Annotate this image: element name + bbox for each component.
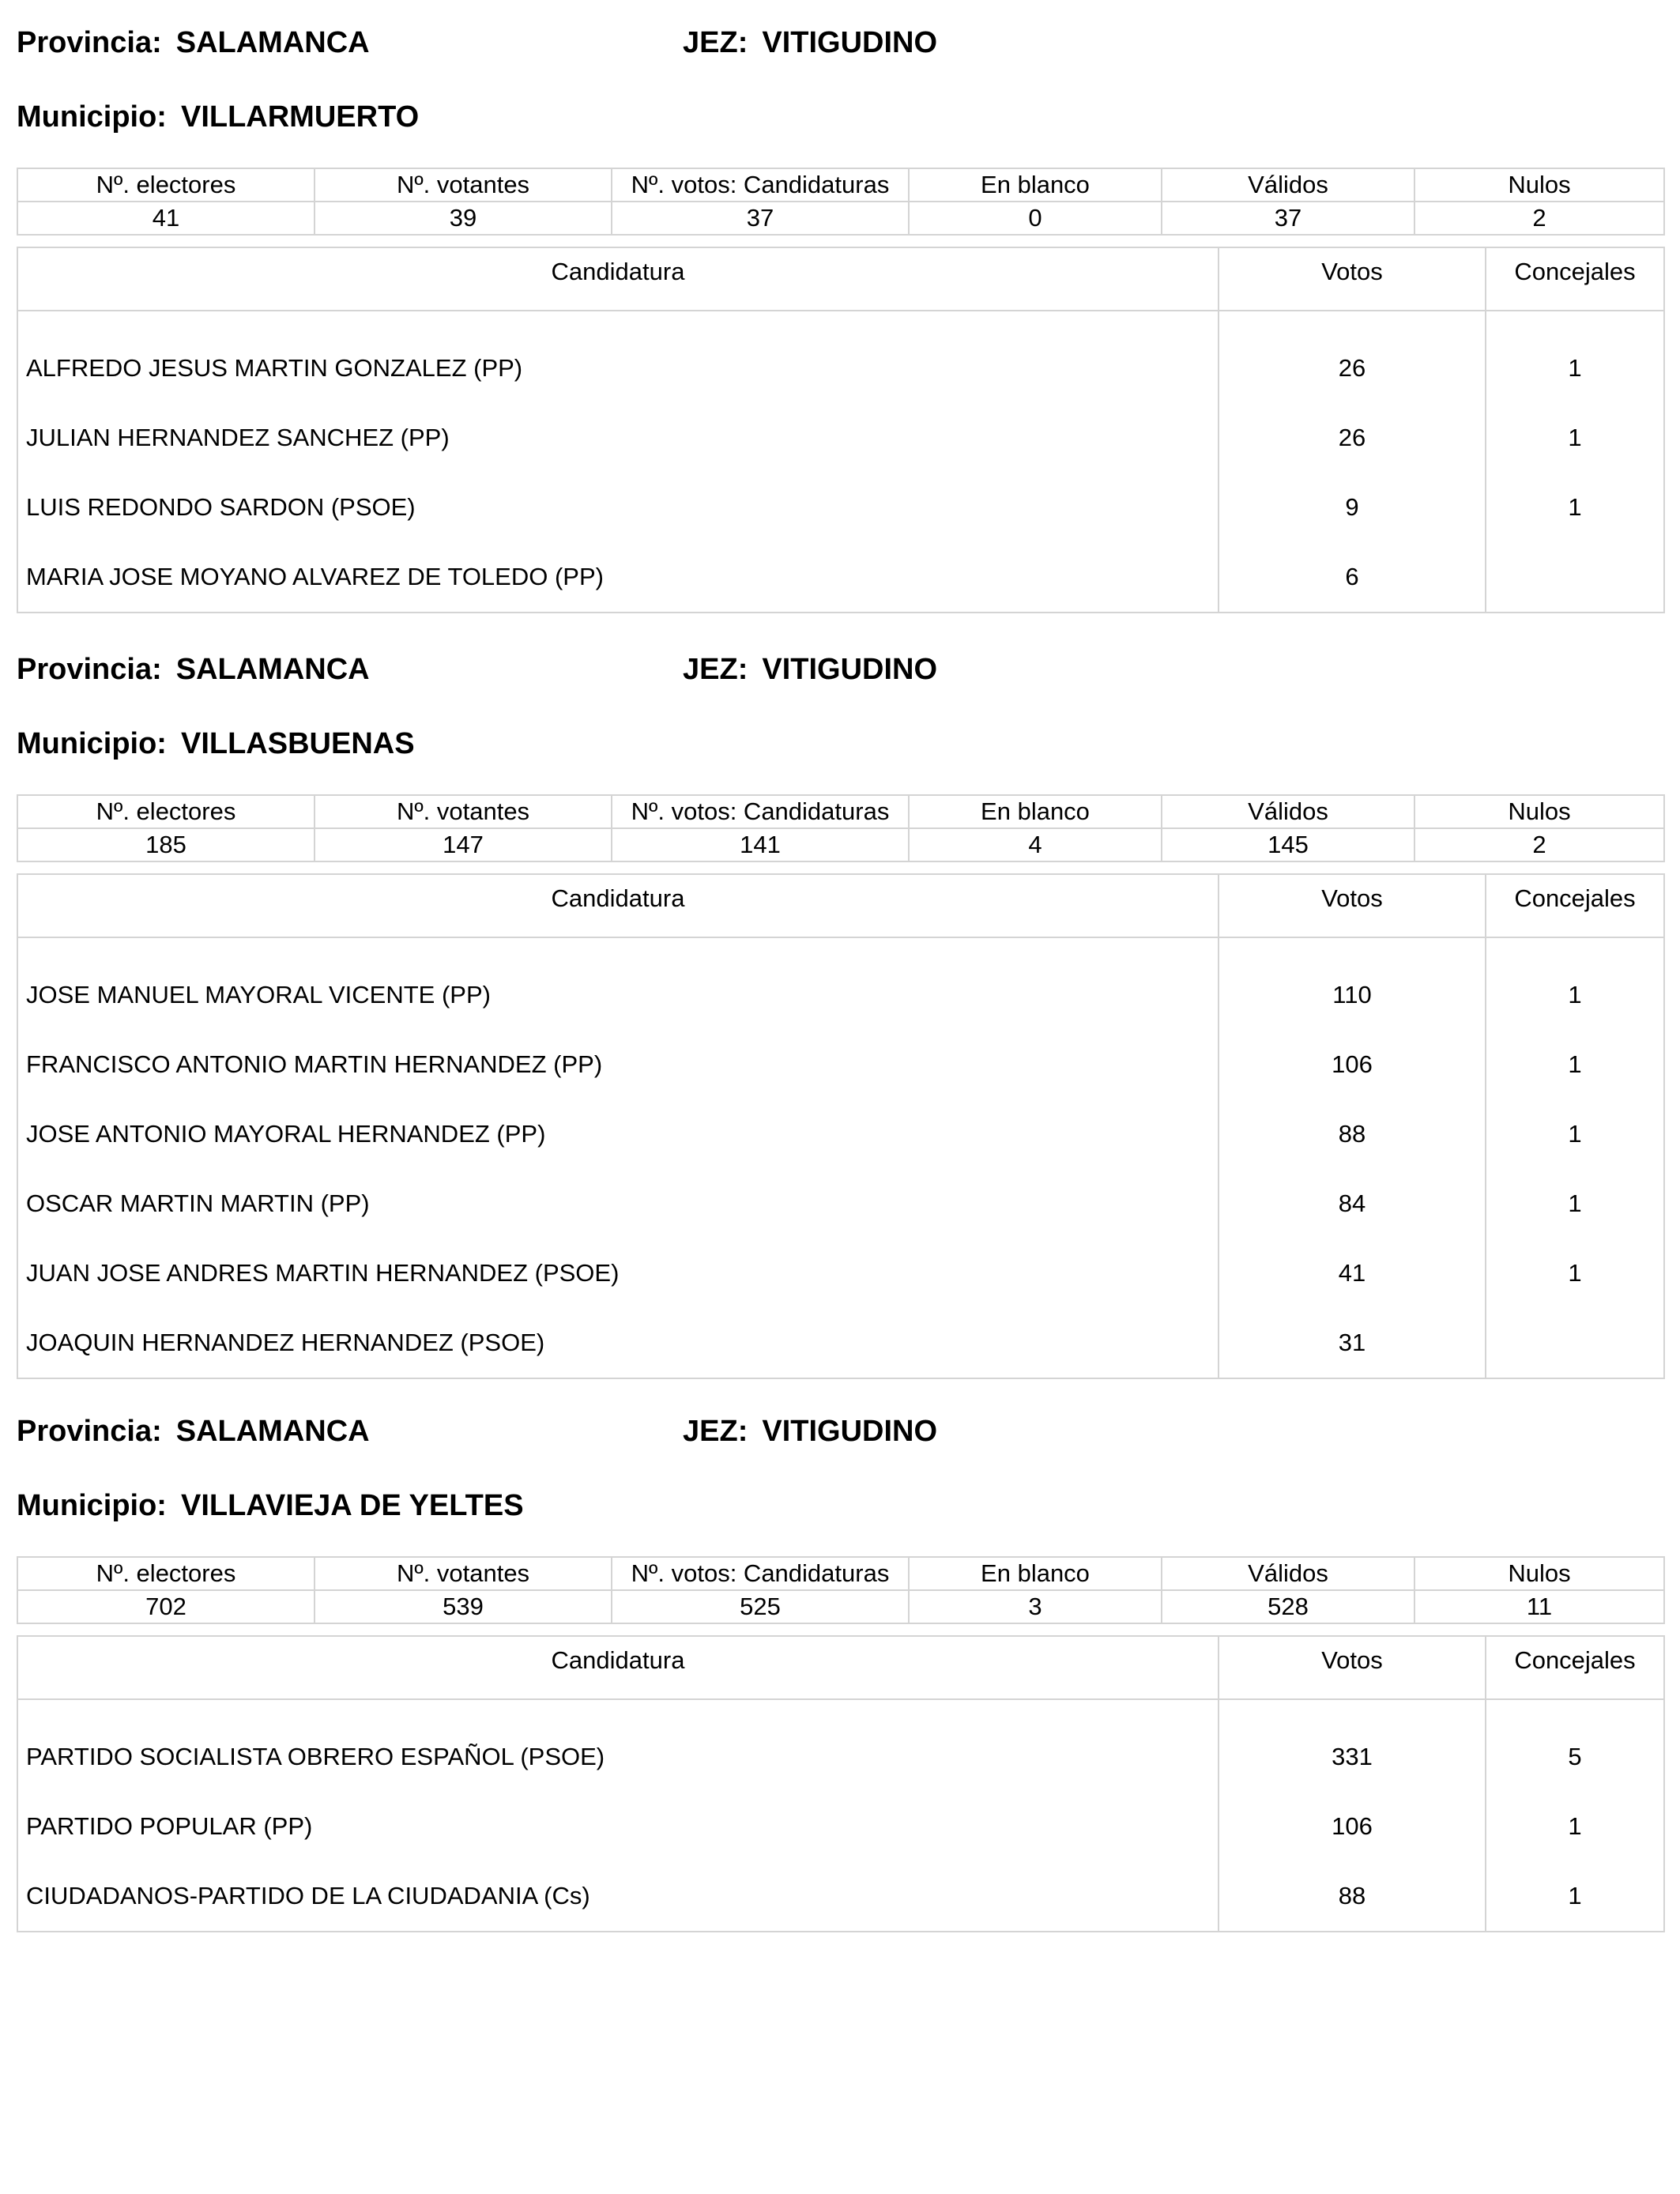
summary-value-cell: 185 (17, 828, 315, 861)
candidate-row (17, 1861, 1664, 1932)
jez-value: VITIGUDINO (762, 1415, 938, 1448)
summary-value-cell: 702 (17, 1590, 315, 1623)
candidate-name: LUIS REDONDO SARDON (PSOE) (17, 473, 1219, 542)
provincia-label: Provincia: (17, 26, 162, 59)
jez-label: JEZ: (683, 1415, 748, 1448)
summary-header-cell: Nº. votantes (315, 1557, 612, 1590)
candidates-header-cell: Candidatura (17, 874, 1219, 937)
summary-header-cell: Válidos (1162, 795, 1414, 828)
summary-header-row (17, 168, 1664, 202)
provincia-value: SALAMANCA (175, 26, 370, 59)
candidate-row (17, 960, 1664, 1030)
jez-value: VITIGUDINO (762, 653, 938, 686)
summary-value-cell: 0 (909, 202, 1162, 235)
summary-header-cell: Nº. electores (17, 168, 315, 202)
candidate-votos: 31 (1219, 1308, 1486, 1378)
summary-value-cell: 2 (1414, 828, 1664, 861)
summary-table (17, 794, 1665, 862)
candidate-votos: 26 (1219, 403, 1486, 473)
summary-header-cell: Nº. votantes (315, 168, 612, 202)
summary-value-cell: 525 (612, 1590, 909, 1623)
summary-header-cell: En blanco (909, 1557, 1162, 1590)
candidate-votos: 88 (1219, 1099, 1486, 1169)
summary-header-cell: Nulos (1414, 1557, 1664, 1590)
summary-value-cell: 141 (612, 828, 909, 861)
candidate-name: MARIA JOSE MOYANO ALVAREZ DE TOLEDO (PP) (17, 542, 1219, 613)
candidates-header-row (17, 874, 1664, 937)
summary-value-cell: 539 (315, 1590, 612, 1623)
candidate-name: JOSE MANUEL MAYORAL VICENTE (PP) (17, 960, 1219, 1030)
candidates-header-cell: Votos (1219, 247, 1486, 311)
spacer-cell (17, 937, 1219, 960)
summary-header-cell: Nº. votos: Candidaturas (612, 1557, 909, 1590)
candidates-header-cell: Concejales (1486, 247, 1664, 311)
spacer-cell (1219, 937, 1486, 960)
summary-table (17, 1556, 1665, 1624)
summary-value-cell: 37 (612, 202, 909, 235)
candidate-concejales: 1 (1486, 1861, 1664, 1932)
candidate-row (17, 1169, 1664, 1238)
candidate-votos: 88 (1219, 1861, 1486, 1932)
candidate-row (17, 334, 1664, 403)
candidate-row (17, 1722, 1664, 1792)
summary-value-cell: 147 (315, 828, 612, 861)
summary-header-cell: Válidos (1162, 168, 1414, 202)
summary-value-cell: 39 (315, 202, 612, 235)
jez-header (683, 1412, 937, 1450)
candidates-header-cell: Candidatura (17, 247, 1219, 311)
candidates-header-row (17, 247, 1664, 311)
candidate-name: PARTIDO SOCIALISTA OBRERO ESPAÑOL (PSOE) (17, 1722, 1219, 1792)
candidates-table (17, 247, 1665, 613)
summary-value-cell: 37 (1162, 202, 1414, 235)
municipio-section (17, 627, 1663, 1356)
candidate-votos: 6 (1219, 542, 1486, 613)
spacer-cell (1219, 1699, 1486, 1722)
municipio-value: VILLARMUERTO (180, 100, 420, 134)
summary-header-row (17, 1557, 1664, 1590)
jez-label: JEZ: (683, 653, 748, 686)
candidates-header-cell: Votos (1219, 874, 1486, 937)
table-spacer (17, 937, 1664, 960)
candidate-row (17, 1099, 1664, 1169)
spacer-cell (17, 1699, 1219, 1722)
summary-header-row (17, 795, 1664, 828)
provincia-value: SALAMANCA (175, 1415, 370, 1448)
candidate-name: FRANCISCO ANTONIO MARTIN HERNANDEZ (PP) (17, 1030, 1219, 1099)
candidate-name: OSCAR MARTIN MARTIN (PP) (17, 1169, 1219, 1238)
candidates-header-cell: Votos (1219, 1636, 1486, 1699)
provincia-label: Provincia: (17, 1415, 162, 1448)
summary-header-cell: Válidos (1162, 1557, 1414, 1590)
provincia-label: Provincia: (17, 653, 162, 686)
municipio-section (17, 1389, 1663, 1973)
candidate-votos: 26 (1219, 334, 1486, 403)
municipio-header (17, 98, 419, 136)
provincia-header (17, 650, 370, 688)
jez-header (683, 24, 937, 62)
summary-header-cell: Nº. electores (17, 795, 315, 828)
candidate-row (17, 1238, 1664, 1308)
spacer-cell (1486, 311, 1664, 334)
candidate-votos: 110 (1219, 960, 1486, 1030)
candidate-concejales: 1 (1486, 1792, 1664, 1861)
candidate-concejales (1486, 1308, 1664, 1378)
jez-value: VITIGUDINO (762, 26, 938, 59)
summary-value-cell: 11 (1414, 1590, 1664, 1623)
summary-value-cell: 2 (1414, 202, 1664, 235)
candidate-concejales: 1 (1486, 1030, 1664, 1099)
jez-header (683, 650, 937, 688)
spacer-cell (17, 311, 1219, 334)
candidate-name: ALFREDO JESUS MARTIN GONZALEZ (PP) (17, 334, 1219, 403)
provincia-header (17, 24, 370, 62)
candidate-votos: 331 (1219, 1722, 1486, 1792)
spacer-cell (1219, 311, 1486, 334)
summary-value-cell: 4 (909, 828, 1162, 861)
candidate-concejales: 1 (1486, 960, 1664, 1030)
summary-header-cell: Nº. votantes (315, 795, 612, 828)
candidate-row (17, 403, 1664, 473)
municipio-label: Municipio: (17, 1489, 167, 1522)
candidates-table (17, 1635, 1665, 1932)
candidates-header-cell: Concejales (1486, 874, 1664, 937)
jez-label: JEZ: (683, 26, 748, 59)
candidate-name: JULIAN HERNANDEZ SANCHEZ (PP) (17, 403, 1219, 473)
municipio-header (17, 725, 415, 763)
candidate-votos: 106 (1219, 1030, 1486, 1099)
summary-header-cell: Nulos (1414, 795, 1664, 828)
spacer-cell (1486, 937, 1664, 960)
candidate-concejales: 1 (1486, 1238, 1664, 1308)
municipio-header (17, 1487, 524, 1525)
municipio-label: Municipio: (17, 727, 167, 760)
candidate-row (17, 542, 1664, 613)
candidate-votos: 84 (1219, 1169, 1486, 1238)
summary-value-cell: 3 (909, 1590, 1162, 1623)
candidate-concejales: 1 (1486, 1169, 1664, 1238)
municipio-label: Municipio: (17, 100, 167, 134)
candidate-row (17, 1792, 1664, 1861)
candidates-header-row (17, 1636, 1664, 1699)
summary-header-cell: Nulos (1414, 168, 1664, 202)
summary-values-row (17, 828, 1664, 861)
candidate-concejales: 1 (1486, 403, 1664, 473)
candidate-votos: 41 (1219, 1238, 1486, 1308)
candidate-name: JOAQUIN HERNANDEZ HERNANDEZ (PSOE) (17, 1308, 1219, 1378)
municipio-value: VILLAVIEJA DE YELTES (180, 1489, 524, 1522)
summary-header-cell: Nº. votos: Candidaturas (612, 168, 909, 202)
candidate-concejales: 1 (1486, 1099, 1664, 1169)
summary-header-cell: Nº. electores (17, 1557, 315, 1590)
summary-table (17, 168, 1665, 236)
candidate-concejales: 1 (1486, 473, 1664, 542)
provincia-value: SALAMANCA (175, 653, 370, 686)
summary-header-cell: En blanco (909, 168, 1162, 202)
candidate-concejales: 5 (1486, 1722, 1664, 1792)
summary-header-cell: Nº. votos: Candidaturas (612, 795, 909, 828)
candidate-votos: 9 (1219, 473, 1486, 542)
candidate-row (17, 1030, 1664, 1099)
candidate-concejales: 1 (1486, 334, 1664, 403)
candidate-row (17, 1308, 1664, 1378)
summary-value-cell: 41 (17, 202, 315, 235)
candidate-name: CIUDADANOS-PARTIDO DE LA CIUDADANIA (Cs) (17, 1861, 1219, 1932)
provincia-header (17, 1412, 370, 1450)
summary-values-row (17, 202, 1664, 235)
municipio-value: VILLASBUENAS (180, 727, 415, 760)
summary-values-row (17, 1590, 1664, 1623)
summary-header-cell: En blanco (909, 795, 1162, 828)
spacer-cell (1486, 1699, 1664, 1722)
table-spacer (17, 1699, 1664, 1722)
candidate-name: JOSE ANTONIO MAYORAL HERNANDEZ (PP) (17, 1099, 1219, 1169)
candidate-concejales (1486, 542, 1664, 613)
municipio-section (17, 0, 1663, 590)
candidate-name: JUAN JOSE ANDRES MARTIN HERNANDEZ (PSOE) (17, 1238, 1219, 1308)
candidates-header-cell: Concejales (1486, 1636, 1664, 1699)
summary-value-cell: 528 (1162, 1590, 1414, 1623)
candidates-header-cell: Candidatura (17, 1636, 1219, 1699)
candidate-row (17, 473, 1664, 542)
candidate-votos: 106 (1219, 1792, 1486, 1861)
candidates-table (17, 873, 1665, 1379)
candidate-name: PARTIDO POPULAR (PP) (17, 1792, 1219, 1861)
table-spacer (17, 311, 1664, 334)
summary-value-cell: 145 (1162, 828, 1414, 861)
